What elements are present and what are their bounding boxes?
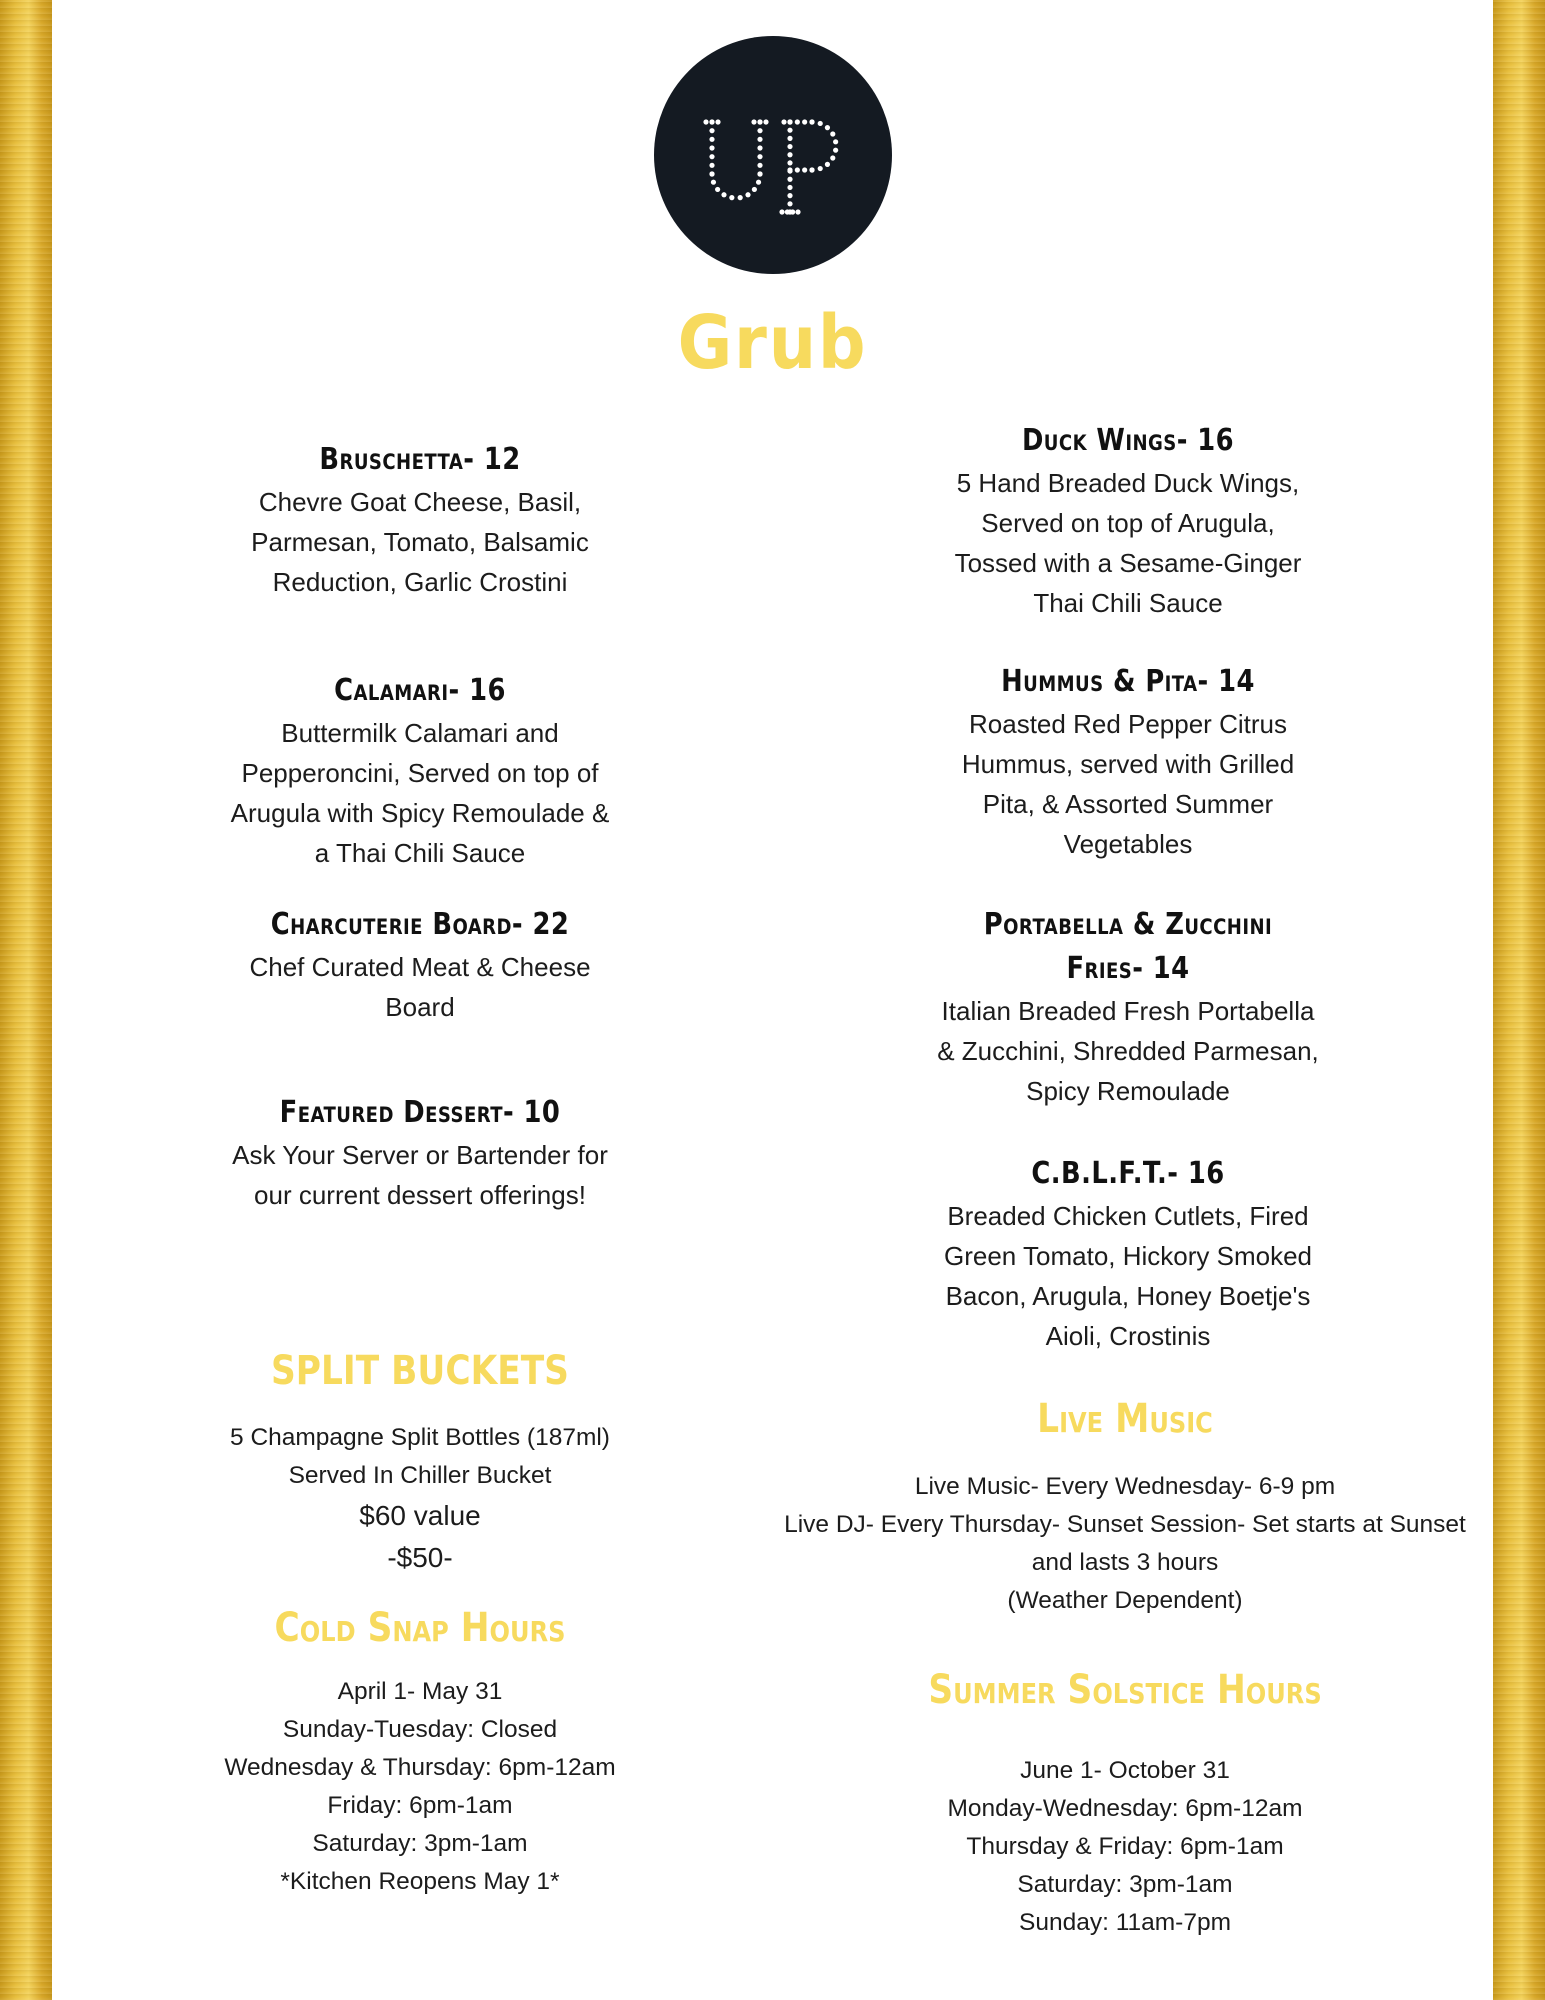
summer-solstice-line: Sunday: 11am-7pm bbox=[1019, 1909, 1231, 1936]
up-logo bbox=[654, 36, 892, 274]
item-name: Featured Dessert- 10 bbox=[279, 1095, 561, 1130]
item-desc-line: Board bbox=[385, 992, 455, 1022]
menu-item-featured-dessert bbox=[210, 1091, 630, 1215]
item-name: Calamari- 16 bbox=[334, 673, 506, 708]
cold-snap-body bbox=[160, 1673, 680, 1901]
menu-item-bruschetta bbox=[210, 438, 630, 602]
item-desc-line: Chef Curated Meat & Cheese bbox=[249, 952, 591, 982]
menu-item-portabella-zucchini-fries bbox=[918, 903, 1338, 1111]
item-name: Charcuterie Board- 22 bbox=[270, 907, 570, 942]
item-desc-line: Roasted Red Pepper Citrus bbox=[969, 709, 1287, 739]
item-desc-line: Ask Your Server or Bartender for bbox=[232, 1140, 608, 1170]
item-desc-line: Pita, & Assorted Summer bbox=[982, 789, 1274, 819]
item-name: Bruschetta- 12 bbox=[319, 442, 521, 477]
live-music-title: Live Music bbox=[1037, 1396, 1213, 1442]
item-desc-line: Arugula with Spicy Remoulade & bbox=[230, 798, 610, 828]
item-desc-line: Pepperoncini, Served on top of bbox=[241, 758, 599, 788]
item-desc-line: Buttermilk Calamari and bbox=[281, 718, 559, 748]
gold-border-right bbox=[1493, 0, 1545, 2000]
split-buckets-line: Served In Chiller Bucket bbox=[288, 1462, 552, 1489]
item-desc-line: Tossed with a Sesame-Ginger bbox=[954, 548, 1302, 578]
item-desc-line: Reduction, Garlic Crostini bbox=[272, 567, 568, 597]
up-logo-lettering bbox=[654, 36, 892, 274]
item-desc-line: our current dessert offerings! bbox=[254, 1180, 586, 1210]
item-desc-line: Aioli, Crostinis bbox=[1045, 1321, 1211, 1351]
cold-snap-line: Friday: 6pm-1am bbox=[327, 1792, 513, 1819]
split-buckets-line: 5 Champagne Split Bottles (187ml) bbox=[230, 1424, 610, 1451]
item-name: Hummus & Pita- 14 bbox=[1001, 664, 1255, 699]
item-desc-line: Served on top of Arugula, bbox=[981, 508, 1275, 538]
item-desc-line: Hummus, served with Grilled bbox=[961, 749, 1295, 779]
split-buckets-body bbox=[160, 1419, 680, 1579]
item-desc-line: Chevre Goat Cheese, Basil, bbox=[258, 487, 582, 517]
item-desc-line: Breaded Chicken Cutlets, Fired bbox=[947, 1201, 1309, 1231]
item-desc-line: Spicy Remoulade bbox=[1026, 1076, 1230, 1106]
menu-item-calamari bbox=[210, 669, 630, 873]
menu-item-hummus-pita bbox=[918, 660, 1338, 864]
item-desc-line: a Thai Chili Sauce bbox=[314, 838, 526, 868]
summer-solstice-body bbox=[760, 1752, 1490, 1942]
split-buckets-price: -$50- bbox=[387, 1542, 453, 1573]
item-name: C.B.L.F.T.- 16 bbox=[1031, 1156, 1225, 1191]
menu-title: Grub bbox=[677, 300, 868, 386]
live-music-line: and lasts 3 hours bbox=[1031, 1549, 1219, 1576]
item-desc-line: Parmesan, Tomato, Balsamic bbox=[251, 527, 589, 557]
cold-snap-line: April 1- May 31 bbox=[337, 1678, 503, 1705]
live-music-line: Live Music- Every Wednesday- 6-9 pm bbox=[914, 1473, 1336, 1500]
cold-snap-title: Cold Snap Hours bbox=[274, 1605, 566, 1651]
summer-solstice-line: June 1- October 31 bbox=[1020, 1757, 1230, 1784]
menu-item-duck-wings bbox=[918, 419, 1338, 623]
menu-item-charcuterie-board bbox=[210, 903, 630, 1027]
item-desc-line: 5 Hand Breaded Duck Wings, bbox=[956, 468, 1300, 498]
item-desc-line: Italian Breaded Fresh Portabella bbox=[941, 996, 1315, 1026]
summer-solstice-line: Saturday: 3pm-1am bbox=[1017, 1871, 1233, 1898]
item-name: Portabella & Zucchini bbox=[983, 907, 1273, 942]
summer-solstice-line: Thursday & Friday: 6pm-1am bbox=[966, 1833, 1284, 1860]
live-music-body bbox=[760, 1468, 1490, 1620]
item-desc-line: Bacon, Arugula, Honey Boetje's bbox=[945, 1281, 1311, 1311]
cold-snap-line: Sunday-Tuesday: Closed bbox=[282, 1716, 558, 1743]
summer-solstice-line: Monday-Wednesday: 6pm-12am bbox=[947, 1795, 1303, 1822]
item-desc-line: Green Tomato, Hickory Smoked bbox=[944, 1241, 1312, 1271]
summer-solstice-title: Summer Solstice Hours bbox=[928, 1667, 1322, 1713]
split-buckets-value: $60 value bbox=[359, 1500, 481, 1531]
item-name: Duck Wings- 16 bbox=[1021, 423, 1235, 458]
split-buckets-title: SPLIT BUCKETS bbox=[271, 1348, 569, 1394]
menu-item-cblft bbox=[918, 1152, 1338, 1356]
item-name: Fries- 14 bbox=[1066, 951, 1190, 986]
cold-snap-line: Saturday: 3pm-1am bbox=[312, 1830, 528, 1857]
live-music-line: Live DJ- Every Thursday- Sunset Session- Set starts at Sunset bbox=[784, 1511, 1466, 1538]
item-desc-line: & Zucchini, Shredded Parmesan, bbox=[937, 1036, 1319, 1066]
cold-snap-line: Wednesday & Thursday: 6pm-12am bbox=[224, 1754, 616, 1781]
item-desc-line: Thai Chili Sauce bbox=[1033, 588, 1223, 618]
live-music-line: (Weather Dependent) bbox=[1007, 1587, 1243, 1614]
cold-snap-line: *Kitchen Reopens May 1* bbox=[280, 1868, 560, 1895]
gold-border-left bbox=[0, 0, 52, 2000]
item-desc-line: Vegetables bbox=[1063, 829, 1193, 859]
